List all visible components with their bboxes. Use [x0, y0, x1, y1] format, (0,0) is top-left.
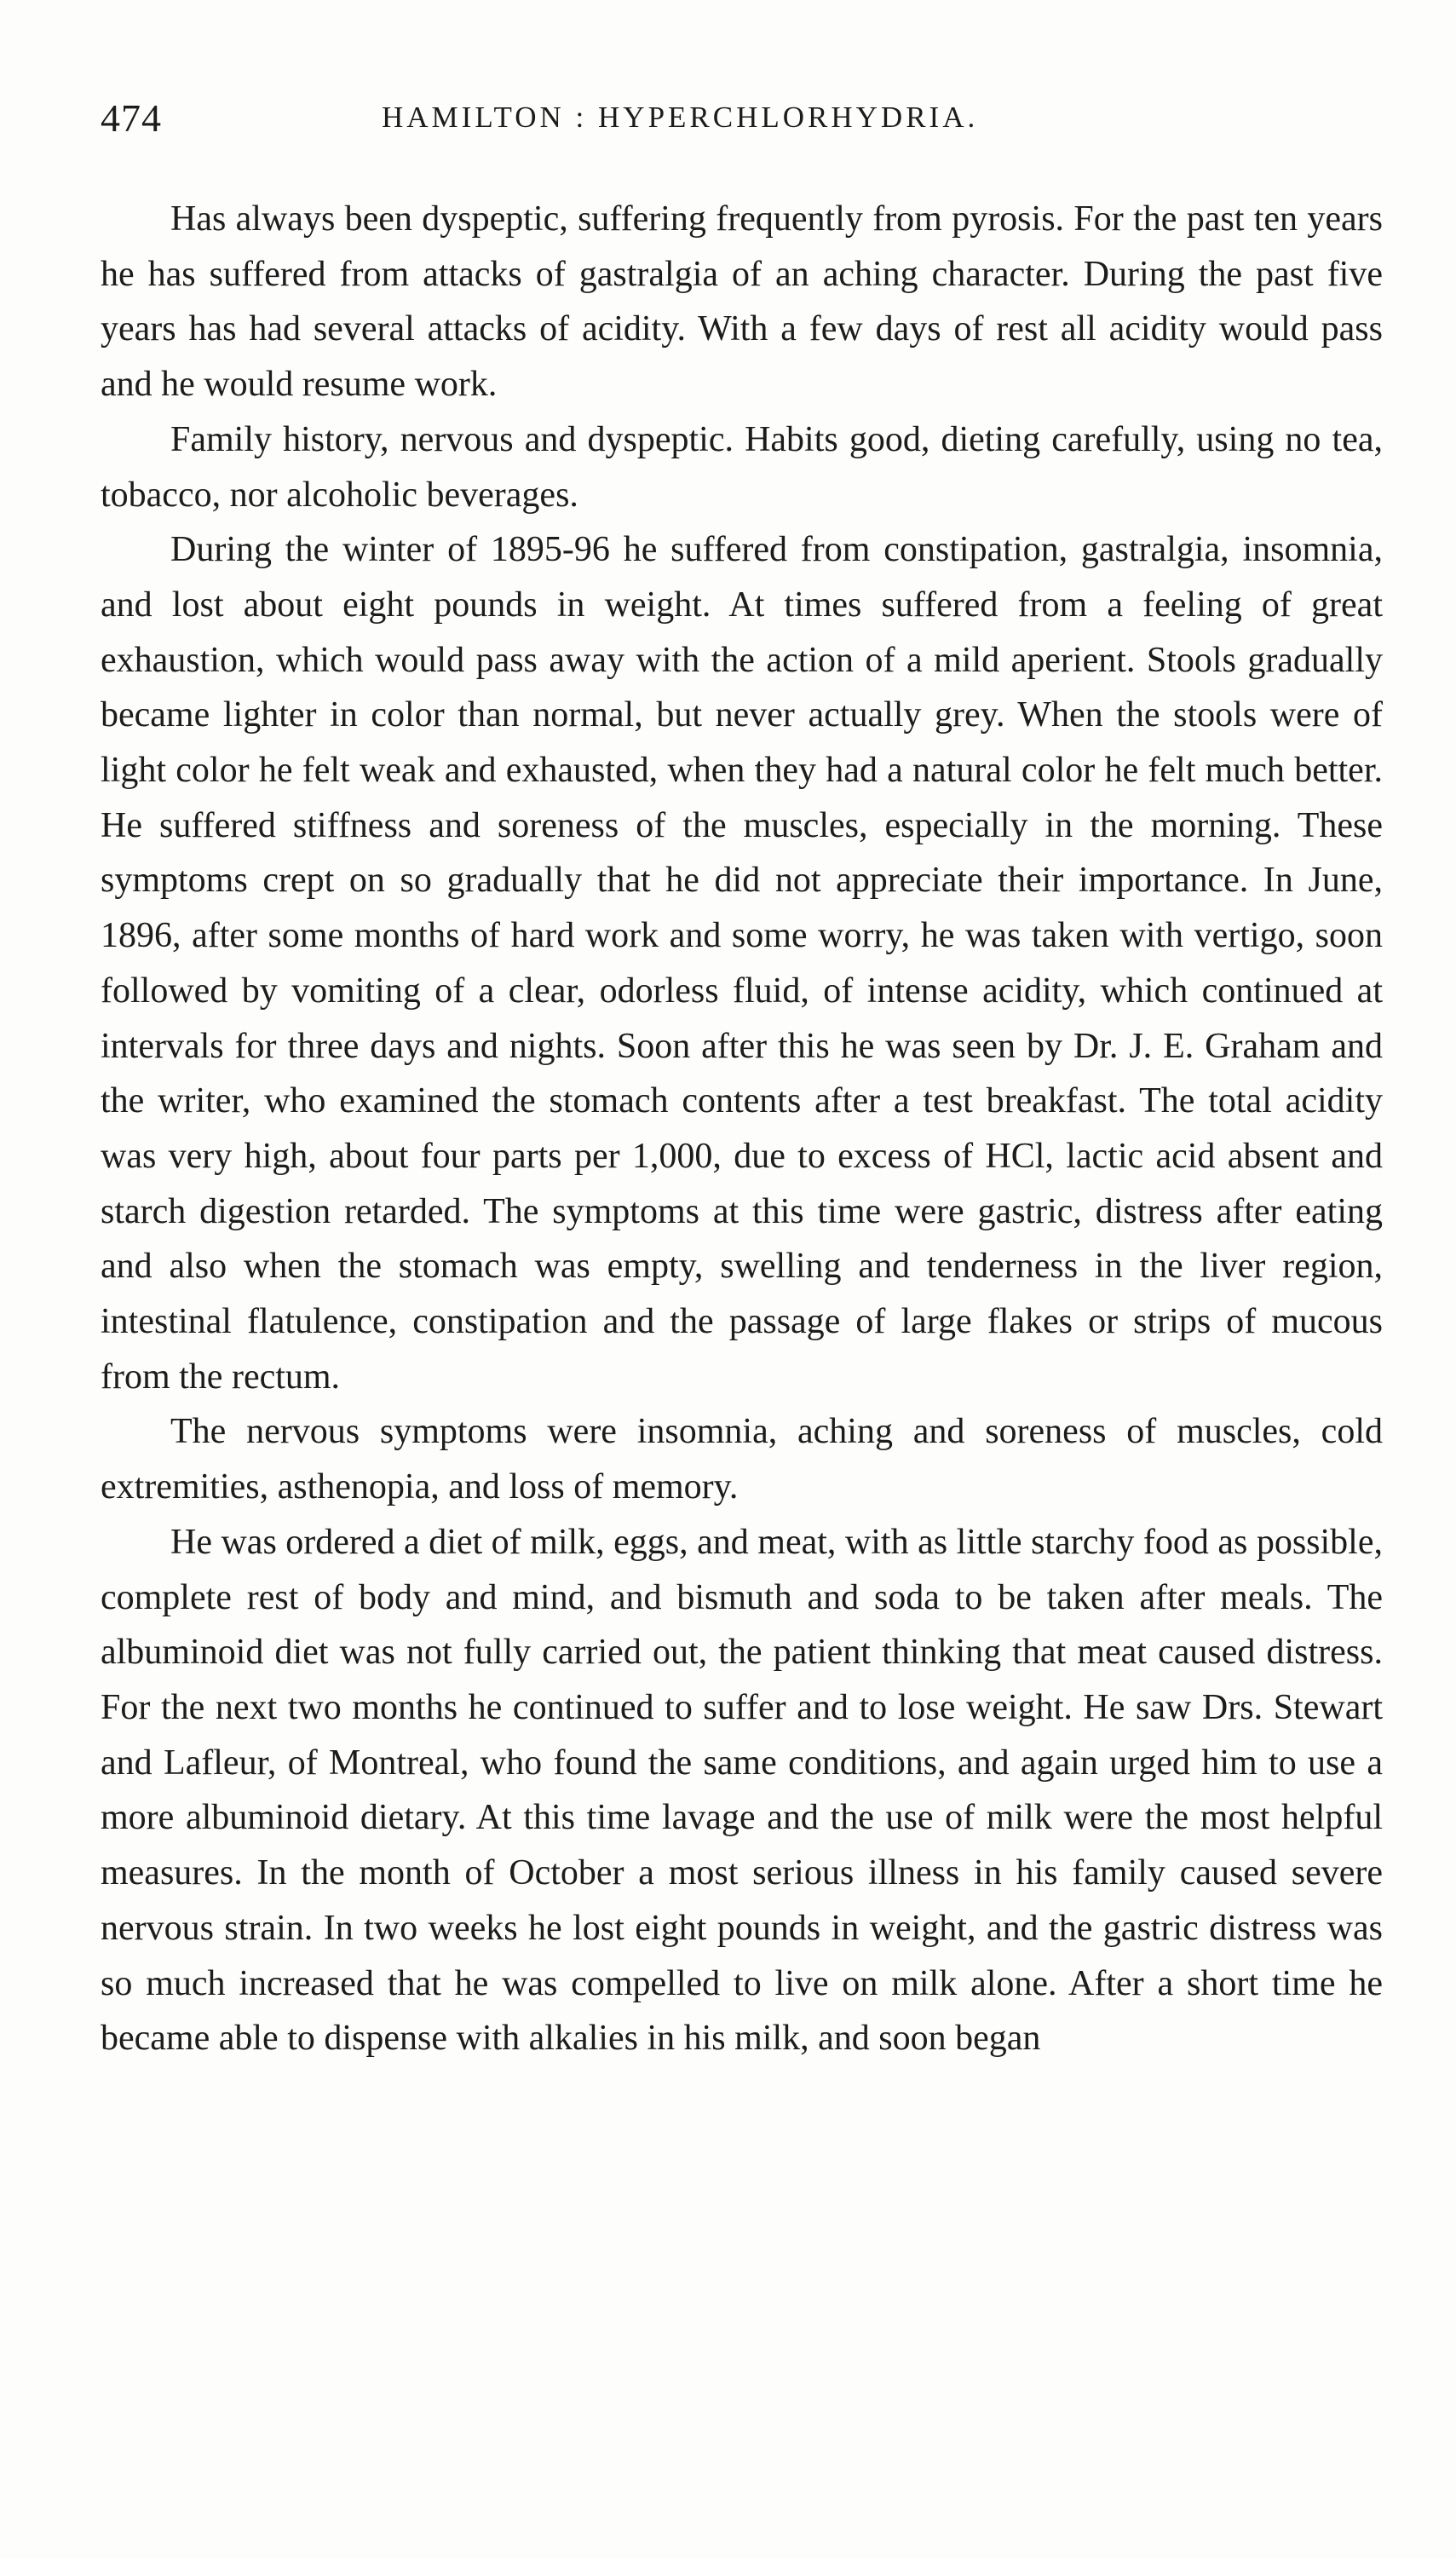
page-number: 474: [101, 96, 162, 140]
body-text: [101, 192, 1383, 2066]
paragraph-treatment: He was ordered a diet of milk, eggs, and meat, with as little starchy food as possible, complete rest of body and mind, and bismuth and soda to be taken after meals. The albuminoid diet was not fully carried out, the patient thinking that meat caused distress. For the next two months he continued to suffer and to lose weight. He saw Drs. Stewart and Lafleur, of Montreal, who found the same conditions, and again urged him to use a more albuminoid dietary. At this time lavage and the use of milk were the most helpful measures. In the month of October a most serious illness in his family caused severe nervous strain. In two weeks he lost eight pounds in weight, and the gastric distress was so much increased that he was compelled to live on milk alone. After a short time he became able to dispense with alkalies in his milk, and soon began: [101, 1522, 1383, 2059]
paragraph-history: Has always been dyspeptic, suffering frequently from pyrosis. For the past ten years he has suffered from attacks of gastralgia of an aching character. During the past five years has had several attacks of acidity. With a few days of rest all acidity would pass and he would resume work.: [101, 199, 1383, 405]
running-header: [101, 95, 1383, 147]
paragraph-illness-course: During the winter of 1895-96 he suffered from constipation, gastralgia, insomnia, and lost about eight pounds in weight. At times suffered from a feeling of great exhaustion, which would pass away with the action of a mild aperient. Stools gradually became lighter in color than normal, but never actually grey. When the stools were of light color he felt weak and exhausted, when they had a natural color he felt much better. He suffered stiffness and soreness of the muscles, especially in the morning. These symptoms crept on so gradually that he did not appreciate their importance. In June, 1896, after some months of hard work and some worry, he was taken with vertigo, soon followed by vomiting of a clear, odorless fluid, of intense acidity, which continued at intervals for three days and nights. Soon after this he was seen by Dr. J. E. Graham and the writer, who examined the stomach contents after a test breakfast. The total acidity was very high, about four parts per 1,000, due to excess of HCl, lactic acid absent and starch digestion retarded. The symptoms at this time were gastric, distress after eating and also when the stomach was empty, swelling and tenderness in the liver region, intestinal flatulence, constipation and the passage of large flakes or strips of mucous from the rectum.: [101, 530, 1383, 1397]
paragraph-nervous-symptoms: The nervous symptoms were insomnia, aching and soreness of muscles, cold extremities, asthenopia, and loss of memory.: [101, 1412, 1383, 1507]
paragraph-family-history: Family history, nervous and dyspeptic. Habits good, dieting carefully, using no tea, tobacco, nor alcoholic beverages.: [101, 419, 1383, 515]
running-title: HAMILTON : HYPERCHLORHYDRIA.: [382, 101, 979, 134]
